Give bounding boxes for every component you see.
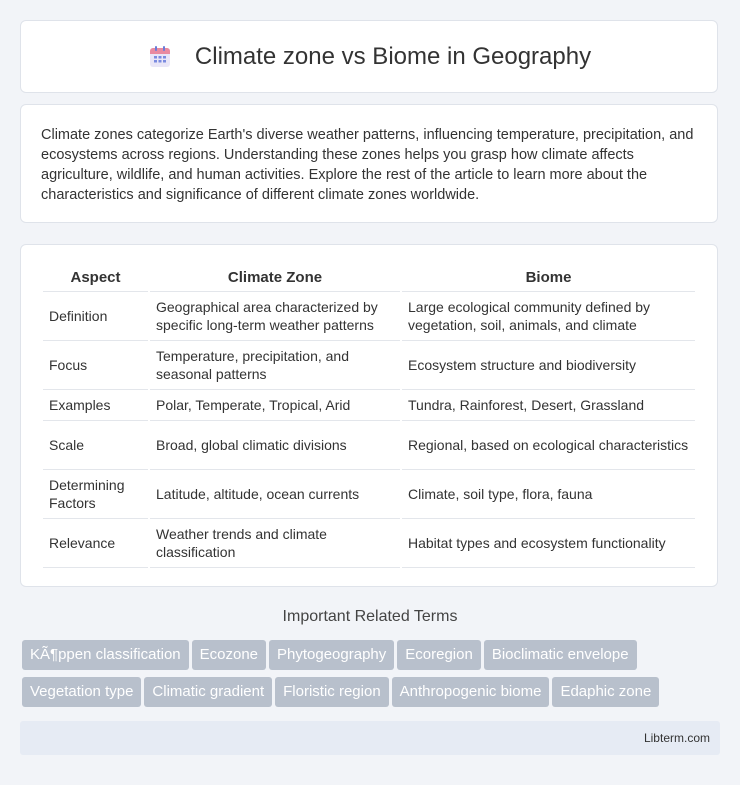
related-term-tag[interactable]: Ecoregion bbox=[397, 640, 481, 670]
related-terms-list bbox=[22, 640, 722, 714]
cell-biome: Regional, based on ecological characteristics bbox=[402, 421, 695, 470]
cell-aspect: Definition bbox=[43, 292, 148, 341]
related-term-tag[interactable]: Edaphic zone bbox=[552, 677, 659, 707]
header-climate-zone: Climate Zone bbox=[150, 263, 400, 292]
cell-aspect: Determining Factors bbox=[43, 470, 148, 519]
table-row bbox=[43, 421, 695, 470]
table-row bbox=[43, 390, 695, 421]
table-row bbox=[43, 470, 695, 519]
cell-biome: Large ecological community defined by vegetation, soil, animals, and climate bbox=[402, 292, 695, 341]
cell-climate-zone: Latitude, altitude, ocean currents bbox=[150, 470, 400, 519]
cell-aspect: Scale bbox=[43, 421, 148, 470]
table-row bbox=[43, 519, 695, 568]
table-row bbox=[43, 341, 695, 390]
cell-climate-zone: Geographical area characterized by specific long-term weather patterns bbox=[150, 292, 400, 341]
cell-climate-zone: Broad, global climatic divisions bbox=[150, 421, 400, 470]
header-biome: Biome bbox=[402, 263, 695, 292]
comparison-table bbox=[41, 263, 697, 568]
related-term-tag[interactable]: Phytogeography bbox=[269, 640, 394, 670]
cell-biome: Habitat types and ecosystem functionality bbox=[402, 519, 695, 568]
footer-site-link[interactable]: Libterm.com bbox=[643, 731, 710, 745]
cell-biome: Tundra, Rainforest, Desert, Grassland bbox=[402, 390, 695, 421]
related-term-tag[interactable]: KÃ¶ppen classification bbox=[22, 640, 189, 670]
related-term-tag[interactable]: Floristic region bbox=[275, 677, 389, 707]
cell-biome: Climate, soil type, flora, fauna bbox=[402, 470, 695, 519]
related-term-tag[interactable]: Ecozone bbox=[192, 640, 266, 670]
intro-card bbox=[20, 104, 718, 223]
related-terms-title: Important Related Terms bbox=[282, 608, 458, 625]
related-term-tag[interactable]: Climatic gradient bbox=[144, 677, 272, 707]
cell-climate-zone: Weather trends and climate classification bbox=[150, 519, 400, 568]
page-title: Climate zone vs Biome in Geography bbox=[194, 42, 592, 70]
title-card bbox=[20, 20, 718, 93]
cell-biome: Ecosystem structure and biodiversity bbox=[402, 341, 695, 390]
calendar-icon bbox=[147, 44, 173, 70]
footer bbox=[20, 721, 720, 755]
table-row bbox=[43, 292, 695, 341]
cell-climate-zone: Temperature, precipitation, and seasonal patterns bbox=[150, 341, 400, 390]
cell-aspect: Examples bbox=[43, 390, 148, 421]
cell-aspect: Focus bbox=[43, 341, 148, 390]
comparison-table-card bbox=[20, 244, 718, 587]
intro-text: Climate zones categorize Earth's diverse weather patterns, influencing temperature, precipitation, and ecosystems across regions. Understanding these zones helps you grasp how climate affects agriculture, wildlife, and human activities. Explore the rest of the article to learn more about the characteristics and significance of different climate zones worldwide. bbox=[41, 127, 694, 203]
header-aspect: Aspect bbox=[43, 263, 148, 292]
related-term-tag[interactable]: Vegetation type bbox=[22, 677, 141, 707]
related-term-tag[interactable]: Bioclimatic envelope bbox=[484, 640, 637, 670]
related-term-tag[interactable]: Anthropogenic biome bbox=[392, 677, 550, 707]
cell-climate-zone: Polar, Temperate, Tropical, Arid bbox=[150, 390, 400, 421]
cell-aspect: Relevance bbox=[43, 519, 148, 568]
